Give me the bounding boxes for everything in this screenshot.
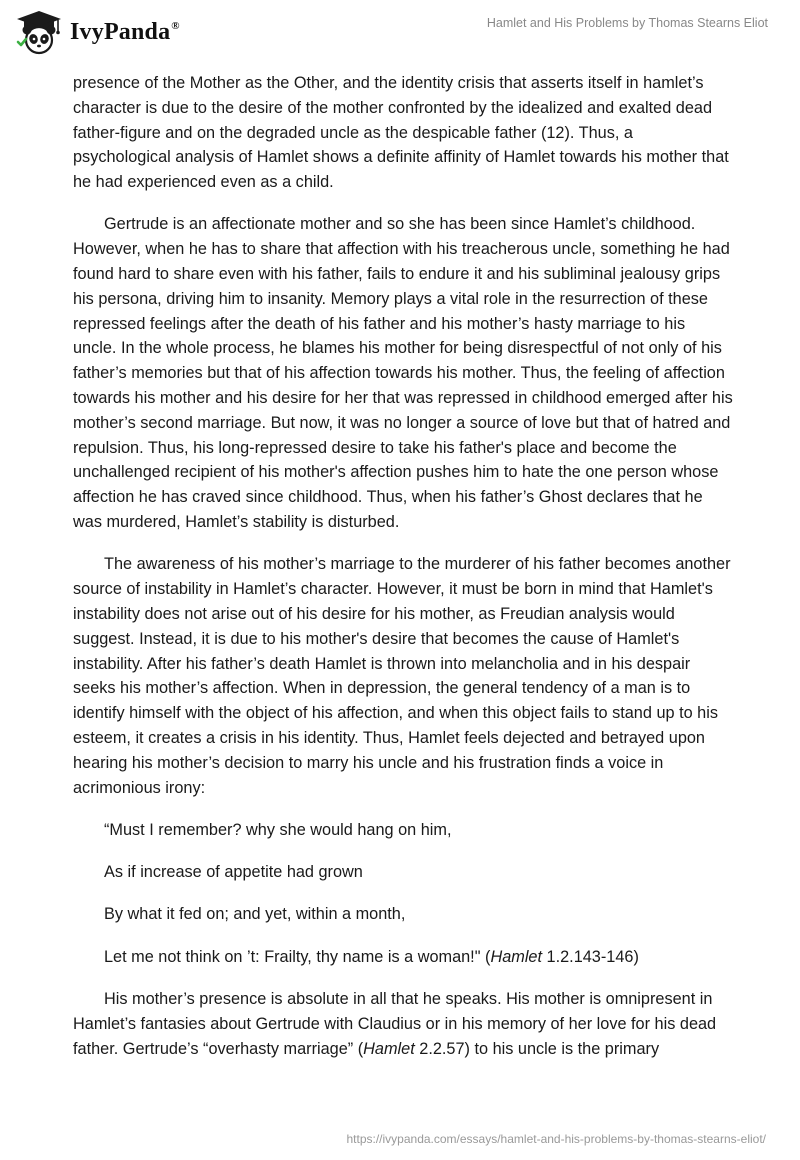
paragraph: The awareness of his mother’s marriage to the murderer of his father becomes another source of instability in Hamlet’s character. However, it must be born in mind that Hamlet's instability does not arise out of his desire for his mother, as Freudian analysis would suggest. Instead, it is due to his mother's desire that becomes the cause of Hamlet's instability. After his father’s death Hamlet is thrown into melancholia and in his despair seeks his mother’s affection. When in depression, the general tendency of a man is to identify himself with the object of his affection, and when this object fails to stand up to his esteem, it creates a crisis in his identity. Thus, Hamlet feels dejected and betrayed upon hearing his mother’s decision to marry his uncle and his frustration finds a voice in acrimonious irony: [73, 555, 731, 797]
source-url-link[interactable]: https://ivypanda.com/essays/hamlet-and-his-problems-by-thomas-stearns-eliot/ [346, 1132, 766, 1146]
paragraph-text: His mother’s presence is absolute in all that he speaks. His mother is omnipresent in Hamlet’s fantasies about Gertrude with Claudius or in his memory of her love for his dead father. Gertrude’s “overhasty marriage” ( [73, 990, 717, 1058]
verse-line: As if increase of appetite had grown [104, 863, 363, 882]
brand-name: IvyPanda® [70, 18, 180, 45]
paragraph-text: 2.2.57) to his uncle is the primary [414, 1039, 660, 1058]
paragraph: Gertrude is an affectionate mother and so she has been since Hamlet’s childhood. However, when he has to share that affection with his treacherous uncle, something he had found hard to share even with his father, fails to endure it and his subliminal jealousy grips his persona, driving him to insanity. Memory plays a vital role in the resurrection of these repressed feelings after the death of his father and his mother’s hasty marriage to his uncle. In the whole process, he blames his mother for being disrespectful of not only of his father’s memories but that of his affection towards his mother. Thus, the feeling of affection towards his mother and his desire for her that was repressed in childhood emerged after his mother’s second marriage. But now, it was no longer a source of love but that of hatred and repulsion. Thus, his long-repressed desire to take his father's place and become the unchallenged recipient of his mother's affection pushes him to hate the one person whose affection he has craved since childhood. Thus, when his father’s Ghost declares that he was murdered, Hamlet’s stability is disturbed. [73, 215, 733, 532]
work-title: Hamlet [363, 1039, 415, 1058]
panda-graduate-icon [14, 9, 64, 55]
verse-text: Let me not think on ’t: Frailty, thy name is a woman!" ( [104, 947, 491, 966]
citation-ref: 1.2.143-146) [542, 947, 639, 966]
verse-line: By what it fed on; and yet, within a month, [104, 905, 406, 924]
verse-line-citation [104, 945, 733, 970]
paragraph: presence of the Mother as the Other, and the identity crisis that asserts itself in hamlet’s character is due to the desire of the mother confronted by the idealized and exalted dead father-figure and on the degraded uncle as the despicable father (12). Thus, a psychological analysis of Hamlet shows a definite affinity of Hamlet towards his mother that he had experienced even as a child. [73, 74, 729, 192]
essay-content [73, 71, 733, 1079]
registered-mark: ® [171, 19, 180, 32]
document-title: Hamlet and His Problems by Thomas Stearns Eliot [486, 16, 768, 30]
brand-logo[interactable] [14, 8, 180, 56]
paragraph [73, 987, 733, 1061]
work-title: Hamlet [490, 947, 543, 966]
verse-line: “Must I remember? why she would hang on him, [104, 820, 452, 839]
